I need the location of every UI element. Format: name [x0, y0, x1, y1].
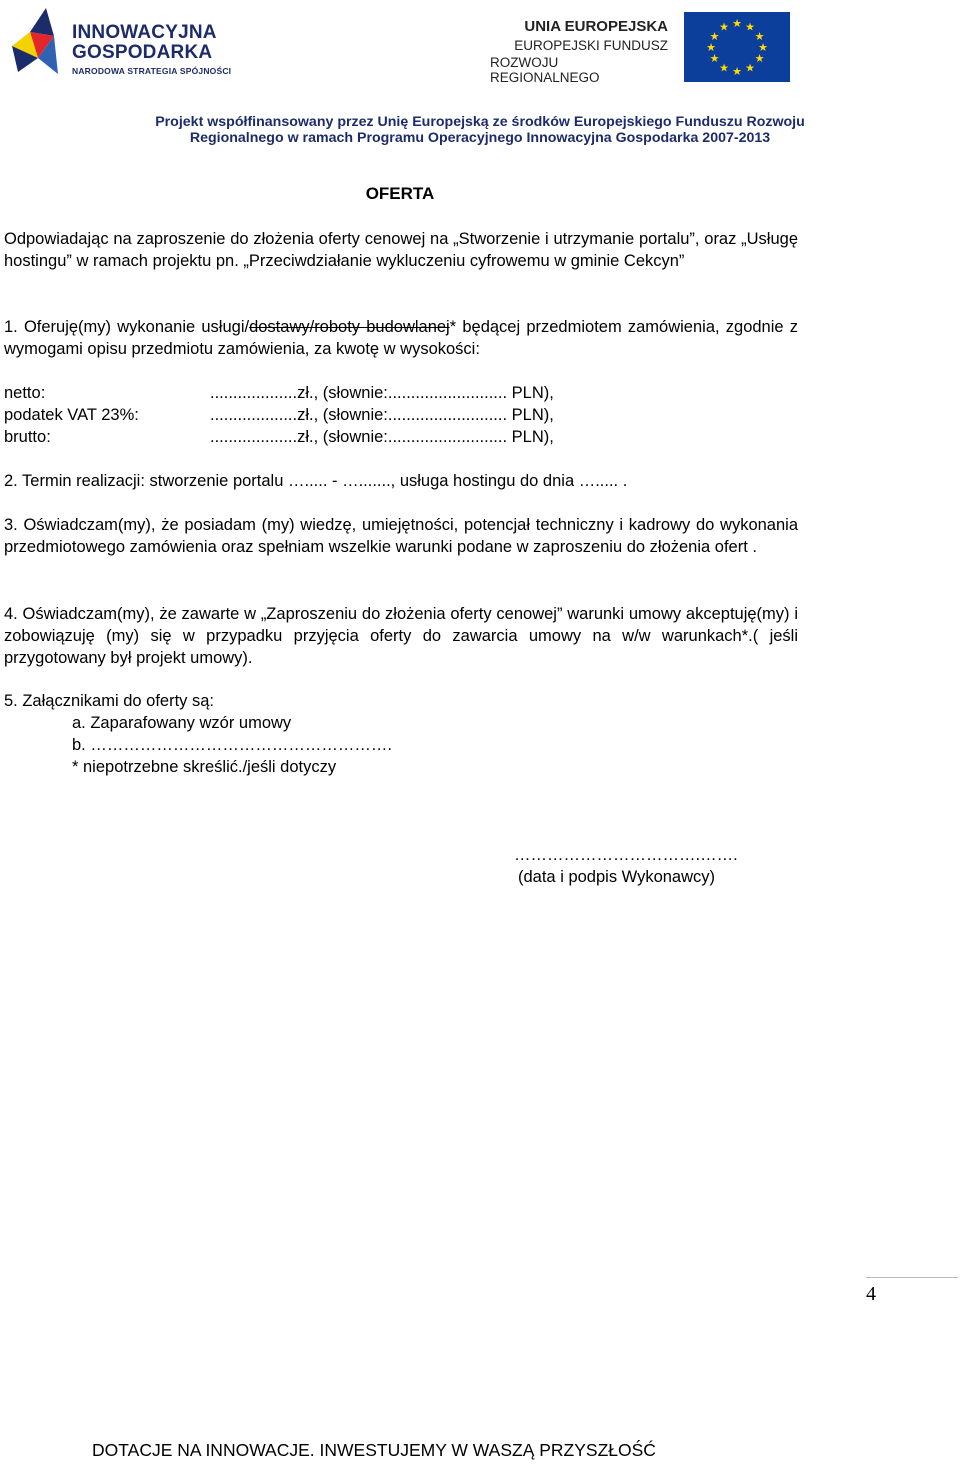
footer-motto: DOTACJE NA INNOWACJE. INWESTUJEMY W WASZĄ PRZYSZŁOŚĆ [92, 1440, 656, 1460]
attachment-b: b. ………………………………………………. [72, 736, 392, 754]
amount-label-vat: podatek VAT 23%: [4, 406, 139, 424]
page-number: 4 [866, 1283, 876, 1305]
svg-text:★: ★ [745, 61, 755, 75]
svg-text:★: ★ [719, 61, 729, 75]
amount-label-gross: brutto: [4, 428, 51, 446]
item-3-paragraph: 3. Oświadczam(my), że posiadam (my) wiedzę, umiejętności, potencjał techniczny i kadrowy do wykonania przedmiotowego zamówienia oraz spełniam wszelkie warunki podane w zaproszeniu do złożenia ofert . [4, 516, 798, 556]
svg-text:★: ★ [745, 20, 755, 34]
item-1-struck-text: dostawy/roboty budowlanej [249, 318, 450, 336]
ig-logo-line2: GOSPODARKA [72, 42, 213, 63]
item-1-text-end: * będącej przedmiotem zamówienia, zgodnie z wymogami opisu przedmiotu zamówienia, za kwotę w wysokości: [4, 318, 799, 358]
document-title: OFERTA [365, 184, 435, 203]
ig-star-icon [8, 6, 66, 76]
svg-text:★: ★ [709, 52, 720, 65]
amount-value-gross: ...................zł., (słownie:.......................... PLN), [210, 428, 554, 446]
svg-text:★: ★ [719, 20, 729, 34]
page-number-rule [866, 1277, 958, 1278]
eu-logo-line1: UNIA EUROPEJSKA [524, 18, 668, 35]
eu-flag-icon [684, 12, 790, 82]
svg-text:★: ★ [758, 41, 768, 54]
intro-paragraph: Odpowiadając na zaproszenie do złożenia oferty cenowej na „Stworzenie i utrzymanie portalu”, oraz „Usługę hostingu” w ramach projektu pn. „Przeciwdziałanie wykluczeniu cyfrowemu w gminie Cekcyn” [4, 230, 798, 270]
item-1-text-start: 1. Oferuję(my) wykonanie usługi/ [4, 318, 250, 336]
footnote: * niepotrzebne skreślić./jeśli dotyczy [72, 758, 337, 776]
amount-value-net: ...................zł., (słownie:.......................... PLN), [210, 384, 554, 402]
ig-logo-line1: INNOWACYJNA [72, 22, 217, 43]
cofinancing-statement [0, 114, 960, 146]
svg-text:★: ★ [706, 41, 716, 54]
innowacyjna-gospodarka-logo [8, 6, 243, 78]
svg-text:★: ★ [754, 30, 765, 43]
cofinancing-line-1: Projekt współfinansowany przez Unię Europejską ze środków Europejskiego Funduszu Rozwoju [155, 114, 805, 130]
eu-logo-line3: ROZWOJU REGIONALNEGO [490, 55, 600, 85]
signature-line: …………………………….……. [514, 846, 738, 864]
svg-text:★: ★ [732, 65, 742, 78]
eu-logo [490, 12, 790, 85]
item-2-deadline: 2. Termin realizacji: stworzenie portalu …..... - …......., usługa hostingu do dnia …..... . [4, 472, 628, 490]
amount-label-net: netto: [4, 384, 46, 402]
amount-value-vat: ...................zł., (słownie:.......................... PLN), [210, 406, 554, 424]
eu-logo-line2: EUROPEJSKI FUNDUSZ [514, 38, 668, 53]
item-1-paragraph [4, 316, 798, 360]
svg-text:★: ★ [754, 52, 765, 65]
ig-logo-line3: NARODOWA STRATEGIA SPÓJNOŚCI [72, 66, 232, 76]
signature-caption: (data i podpis Wykonawcy) [518, 868, 716, 886]
svg-text:★: ★ [732, 17, 742, 30]
attachment-a: a. Zaparafowany wzór umowy [72, 714, 292, 732]
svg-text:★: ★ [709, 30, 720, 43]
cofinancing-line-2: Regionalnego w ramach Programu Operacyjnego Innowacyjna Gospodarka 2007-2013 [189, 130, 771, 146]
item-4-paragraph: 4. Oświadczam(my), że zawarte w „Zaproszeniu do złożenia oferty cenowej” warunki umowy akceptuję(my) i zobowiązuję (my) się w przypadku przyjęcia oferty do zawarcia umowy na w/w warunkach*.( jeśli przygotowany był projekt umowy). [4, 605, 798, 667]
item-5-heading: 5. Załącznikami do oferty są: [4, 692, 215, 710]
